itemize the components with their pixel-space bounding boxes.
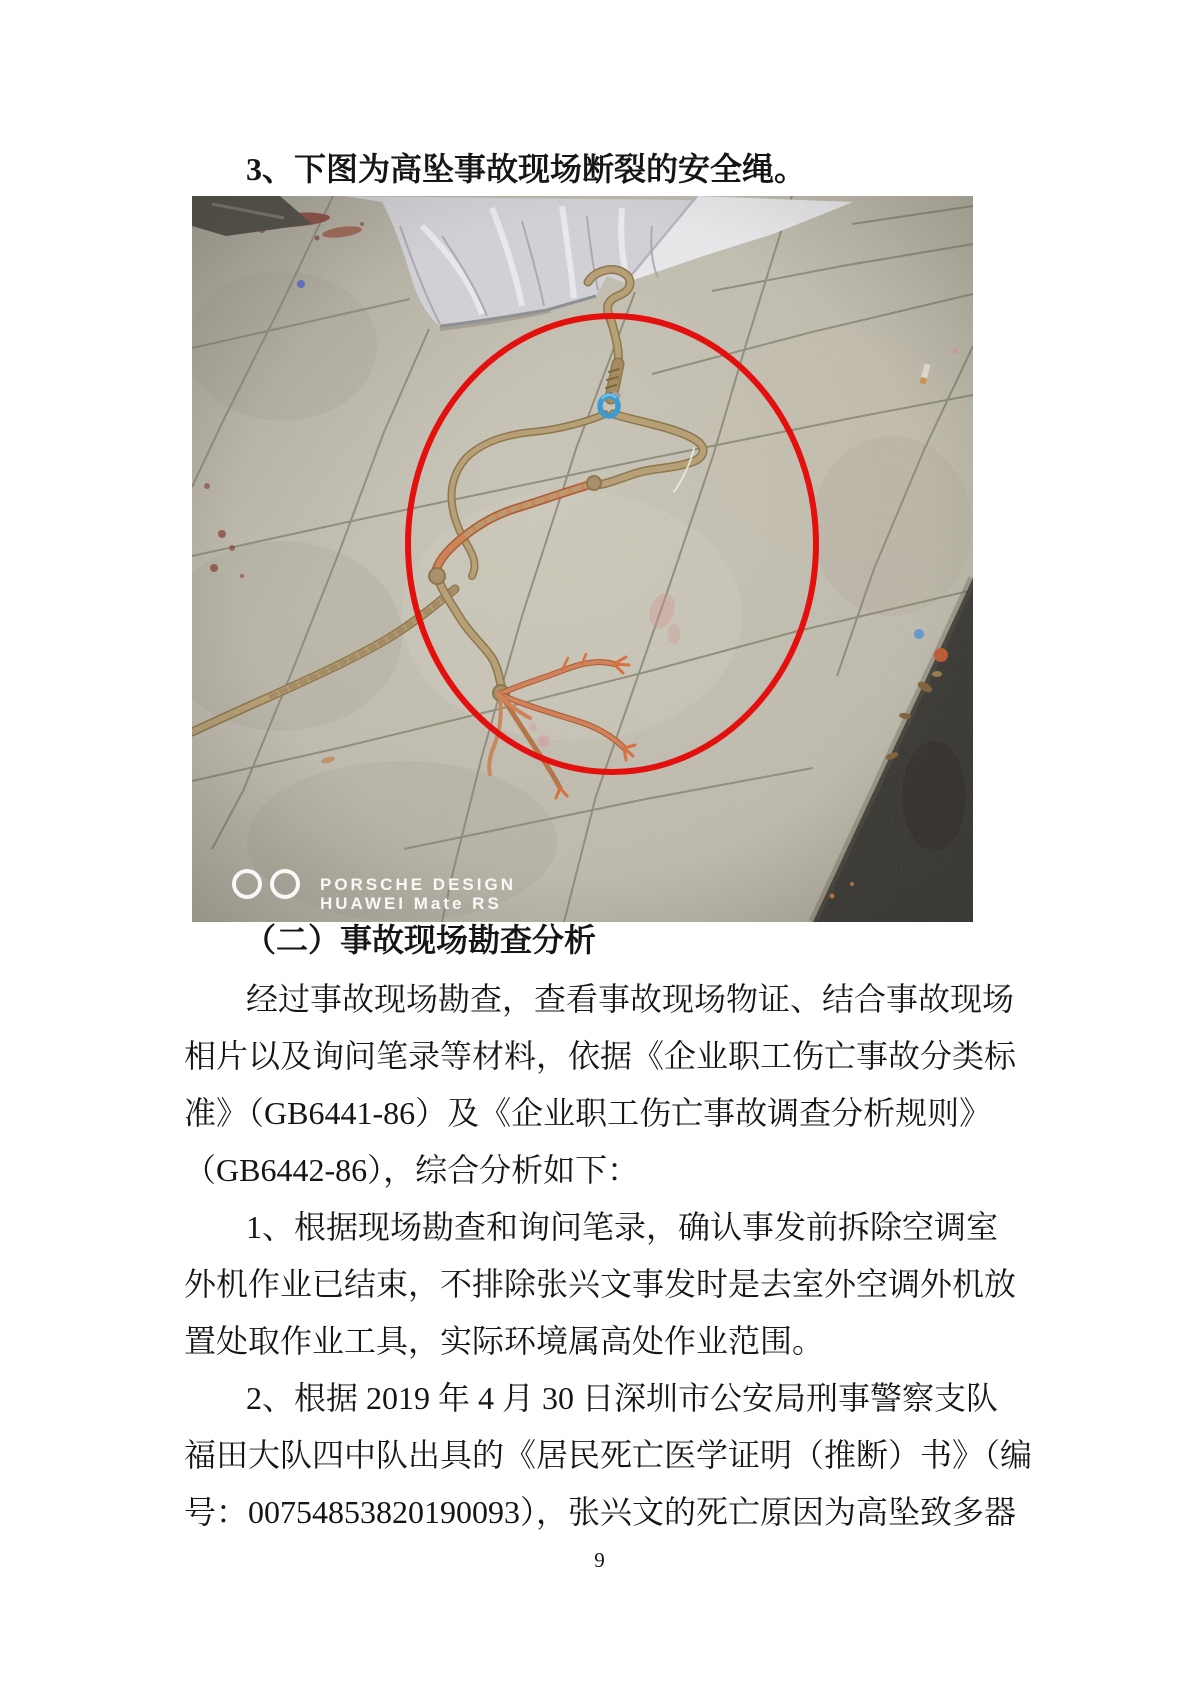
body-text-line: 1、根据现场勘查和询问笔录，确认事发前拆除空调室 — [246, 1209, 999, 1245]
body-text-line: 准》（GB6441-86）及《企业职工伤亡事故调查分析规则》 — [184, 1095, 992, 1131]
body-text-line: 号：00754853820190093），张兴文的死亡原因为高坠致多器 — [184, 1494, 1017, 1530]
watermark-brand-line: PORSCHE DESIGN — [320, 875, 516, 894]
section-heading: （二）事故现场勘查分析 — [244, 922, 597, 958]
scene-photo-canvas — [192, 196, 973, 922]
watermark-model-line: HUAWEI Mate RS — [320, 894, 502, 913]
scene-photo — [192, 196, 973, 922]
body-text-line: 经过事故现场勘查，查看事故现场物证、结合事故现场 — [246, 981, 1015, 1017]
body-text-line: （GB6442-86），综合分析如下： — [184, 1152, 640, 1188]
page-number: 9 — [594, 1548, 605, 1572]
body-text-line: 置处取作业工具，实际环境属高处作业范围。 — [184, 1323, 825, 1359]
figure-caption: 3、下图为高坠事故现场断裂的安全绳。 — [246, 151, 807, 187]
body-text-line: 外机作业已结束，不排除张兴文事发时是去室外空调外机放 — [184, 1266, 1017, 1302]
body-text — [184, 971, 1033, 1541]
body-text-line: 2、根据 2019 年 4 月 30 日深圳市公安局刑事警察支队 — [246, 1380, 999, 1416]
body-text-line: 福田大队四中队出具的《居民死亡医学证明（推断）书》（编 — [184, 1437, 1033, 1473]
vignette — [192, 196, 973, 922]
body-text-line: 相片以及询问笔录等材料，依据《企业职工伤亡事故分类标 — [184, 1038, 1017, 1074]
